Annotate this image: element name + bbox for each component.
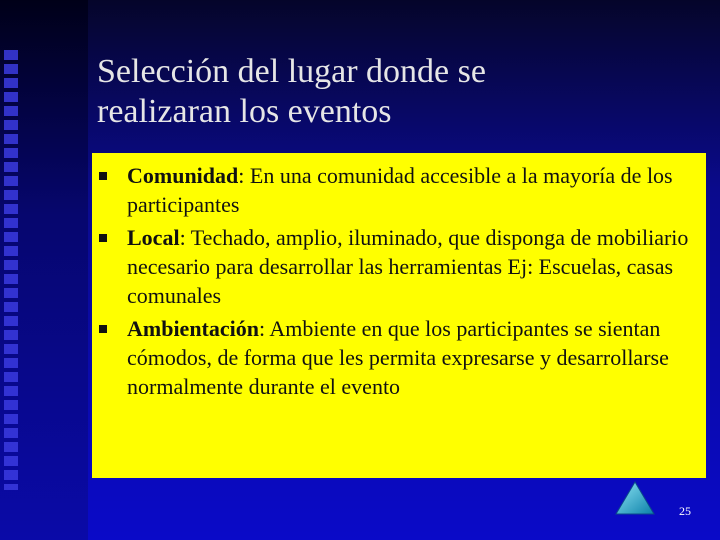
page-number: 25 — [679, 504, 691, 518]
content-box — [92, 153, 706, 478]
bullet-text: : En una comunidad accesible a la mayoría de los participantes — [127, 163, 673, 217]
title-line-1: Selección del lugar donde se — [97, 53, 486, 90]
triangle-up-icon[interactable] — [614, 480, 656, 516]
bullet-term: Comunidad — [127, 163, 239, 188]
bullet-item-ambientacion — [92, 314, 692, 401]
left-decorative-strip — [0, 0, 88, 540]
square-bullet-icon — [99, 234, 107, 242]
square-bullet-icon — [99, 172, 107, 180]
title-line-2: realizaran los eventos — [97, 93, 392, 130]
bullet-term: Local — [127, 225, 180, 250]
bullet-text: : Ambiente en que los participantes se sientan cómodos, de forma que les permita expresarse y desarrollarse normalmente durante el evento — [127, 316, 669, 399]
bullet-item-comunidad — [92, 161, 692, 219]
bullet-list — [92, 161, 692, 401]
bullet-item-local — [92, 223, 692, 310]
bullet-term: Ambientación — [127, 316, 259, 341]
square-bullet-icon — [99, 325, 107, 333]
slide-title — [97, 52, 697, 132]
bullet-text: : Techado, amplio, iluminado, que disponga de mobiliario necesario para desarrollar las herramientas Ej: Escuelas, casas comunales — [127, 225, 689, 308]
decorative-squares — [4, 50, 18, 490]
